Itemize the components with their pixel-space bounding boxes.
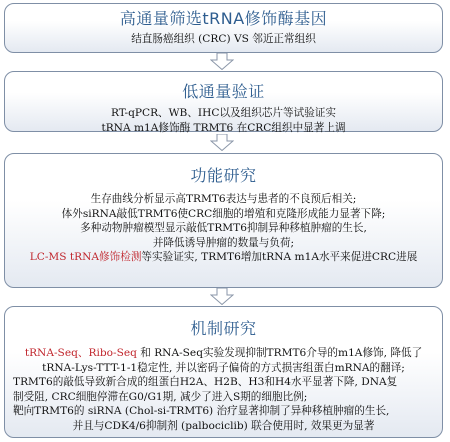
step-title-validation: 低通量验证 [182,82,265,101]
step-title-screening: 高通量筛选tRNA修饰酶基因 [119,9,328,28]
step-text: tRNA-Lys-TTT-1-1稳定性, 并以密码子偏倚的方式损害组蛋白mRNA的翻译; [42,361,405,374]
step-text [5,346,442,361]
step-title-mechanism: 机制研究 [190,319,257,338]
step-text: tRNA m1A修饰酶 TRMT6 在CRC组织中显著上调 [101,122,346,134]
step-title-function: 功能研究 [190,166,257,185]
step-text: 并降低诱导肿瘤的数量与负荷; [152,236,295,249]
step-text: 靶向TRMT6的 siRNA (Chol-si-TRMT6) 治疗显著抑制了异种移植肿瘤的生长, [13,405,390,418]
step-text: TRMT6的敲低导致新合成的组蛋白H2A、H2B、H3和H4水平显著下降, DNA复 [13,376,398,389]
down-arrow-icon [210,288,234,305]
step-box-mechanism [4,306,443,438]
step-text: 多种动物肿瘤模型显示敲低TRMT6抑制异种移植肿瘤的生长, [80,222,367,235]
step-text: 结直肠癌组织 (CRC) VS 邻近正常组织 [131,33,316,45]
step-text: 体外siRNA敲低TRMT6使CRC细胞的增殖和克隆形成能力显著下降; [61,207,386,220]
step-box-screening [4,3,443,53]
highlight-text: LC-MS tRNA修饰检测 [29,251,142,264]
down-arrow-icon [210,134,234,151]
step-box-function [4,153,443,288]
step-text: 制受阻, CRC细胞停滞在G0/G1期, 减少了进入S期的细胞比例; [13,390,308,403]
step-text: 生存曲线分析显示高TRMT6表达与患者的不良预后相关; [90,193,357,205]
step-text-rest: 和 RNA-Seq实验发现抑制TRMT6介导的m1A修饰, 降低了 [136,347,423,359]
step-text-rest: 等实验证实, TRMT6增加tRNA m1A水平来促进CRC进展 [141,251,418,264]
down-arrow-icon [210,53,234,70]
step-text [5,250,442,265]
step-text: 并且与CDK4/6抑制剂 (palbociclib) 联合使用时, 效果更为显著 [72,419,375,432]
highlight-text: tRNA-Seq、Ribo-Seq [24,347,137,359]
step-box-validation [4,71,443,132]
step-text: RT-qPCR、WB、IHC以及组织芯片等试验证实 [111,107,336,119]
